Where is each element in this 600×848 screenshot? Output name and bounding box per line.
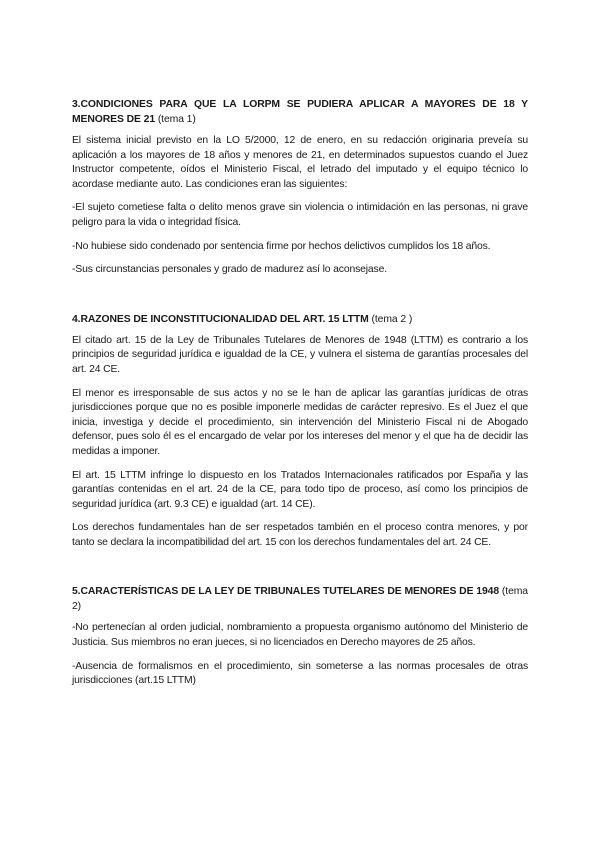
paragraph: El sistema inicial previsto en la LO 5/2000, 12 de enero, en su redacción originaria preveía su aplicación a los mayores de 18 años y menores de 21, en determinados supuestos cuando el Juez Instructor competente, oídos el Ministerio Fiscal, el letrado del imputado y el equipo técnico lo acordase mediante auto. Las condiciones eran las siguientes: bbox=[72, 135, 528, 190]
section-heading bbox=[72, 312, 528, 327]
section-5 bbox=[72, 584, 528, 688]
paragraph: -Ausencia de formalismos en el procedimiento, sin someterse a las normas procesales de otras jurisdicciones (art.15 LTTM) bbox=[72, 660, 528, 687]
section-tema: (tema 2) bbox=[72, 586, 528, 613]
paragraph: El art. 15 LTTM infringe lo dispuesto en los Tratados Internacionales ratificados por España y las garantías contenidas en el art. 24 de la CE, para todo tipo de proceso, así como los principios de seguridad jurídica (art. 9.3 CE) e igualdad (art. 14 CE). bbox=[72, 469, 528, 510]
document-body bbox=[72, 97, 528, 723]
section-heading-text: 4.RAZONES DE INCONSTITUCIONALIDAD DEL ART. 15 LTTM bbox=[72, 313, 369, 325]
section-heading-text: 5.CARACTERÍSTICAS DE LA LEY DE TRIBUNALES TUTELARES DE MENORES DE 1948 bbox=[72, 586, 500, 598]
section-heading bbox=[72, 97, 528, 127]
paragraph: El citado art. 15 de la Ley de Tribunales Tutelares de Menores de 1948 (LTTM) es contrario a los principios de seguridad jurídica e igualdad de la CE, y vulnera el sistema de garantías procesales del art. 24 CE. bbox=[72, 334, 528, 375]
paragraph: El menor es irresponsable de sus actos y no se le han de aplicar las garantías jurídicas de otras jurisdicciones porque que no es posible imponerle medidas de carácter represivo. Es el Juez el que inicia, investiga y decide el procedimiento, sin intervención del Ministerio Fiscal ni de Abogado defensor, pues solo él es el encargado de velar por los intereses del menor y el que ha de decidir las medidas a imponer. bbox=[72, 387, 528, 457]
paragraph: Los derechos fundamentales han de ser respetados también en el proceso contra menores, y por tanto se declara la incompatibilidad del art. 15 con los derechos fundamentales del art. 24 CE. bbox=[72, 522, 528, 548]
section-heading-text: 3.CONDICIONES PARA QUE LA LORPM SE PUDIERA APLICAR A MAYORES DE 18 Y MENORES DE 21 bbox=[72, 99, 528, 125]
paragraph: -El sujeto cometiese falta o delito menos grave sin violencia o intimidación en las personas, ni grave peligro para la vida o integridad física. bbox=[72, 202, 528, 228]
section-heading bbox=[72, 584, 528, 614]
paragraph: -No hubiese sido condenado por sentencia firme por hechos delictivos cumplidos los 18 años. bbox=[72, 240, 491, 252]
paragraph: -No pertenecían al orden judicial, nombramiento a propuesta organismo autónomo del Ministerio de Justicia. Sus miembros no eran jueces, si no licenciados en Derecho mayores de 25 años. bbox=[72, 622, 528, 649]
paragraph: -Sus circunstancias personales y grado de madurez así lo aconsejase. bbox=[72, 264, 387, 276]
section-3 bbox=[72, 97, 528, 278]
section-4 bbox=[72, 312, 528, 551]
section-tema: (tema 2 ) bbox=[371, 313, 413, 325]
section-tema: (tema 1) bbox=[157, 114, 196, 125]
